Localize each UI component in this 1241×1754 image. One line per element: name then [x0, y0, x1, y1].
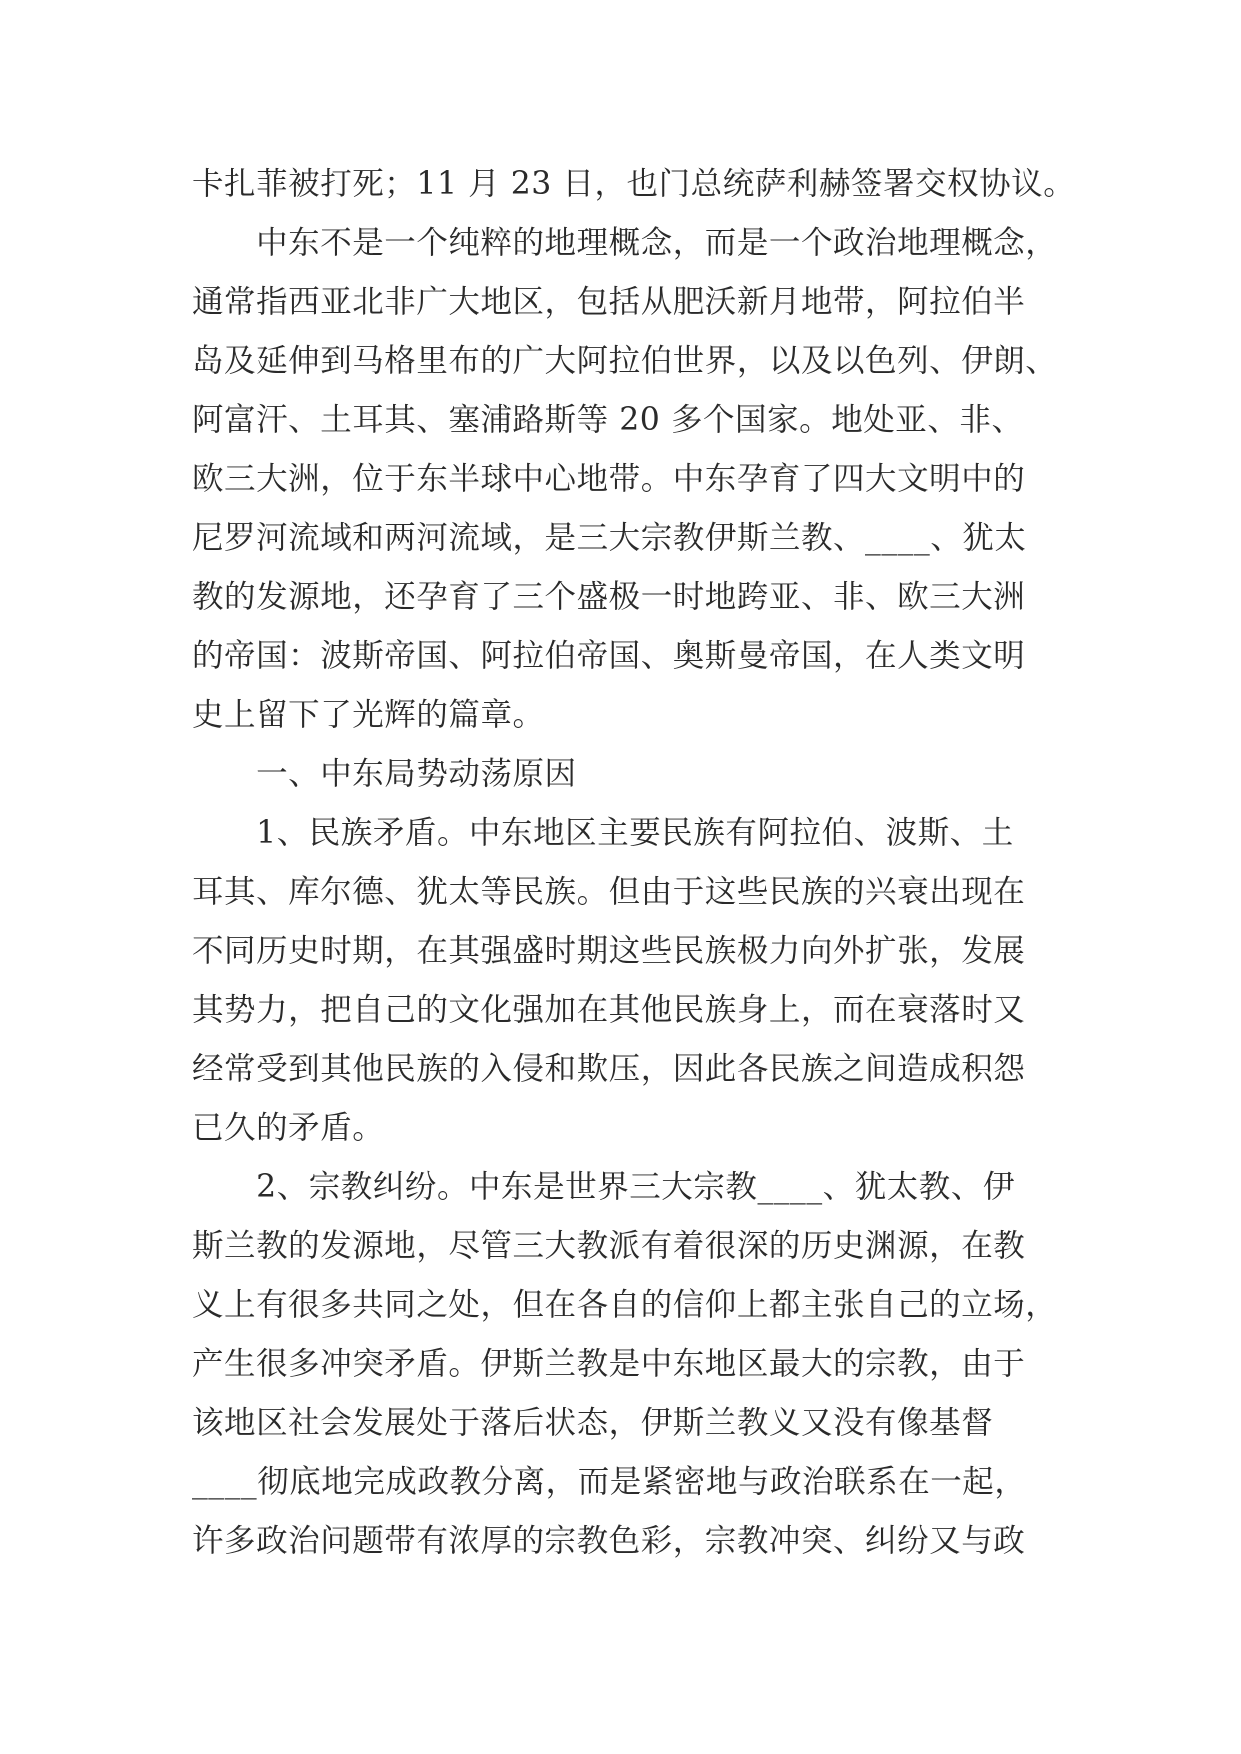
text-line: 阿富汗、土耳其、塞浦路斯等 20 多个国家。地处亚、非、 — [192, 402, 1024, 438]
text-line: 斯兰教的发源地，尽管三大教派有着很深的历史渊源，在教 — [192, 1228, 1026, 1264]
text-line: 其势力，把自己的文化强加在其他民族身上，而在衰落时又 — [192, 992, 1026, 1028]
text-line: 经常受到其他民族的入侵和欺压，因此各民族之间造成积怨 — [192, 1051, 1026, 1087]
section-heading: 一、中东局势动荡原因 — [192, 756, 577, 792]
text-line: 尼罗河流域和两河流域，是三大宗教伊斯兰教、____、犹太 — [192, 520, 1027, 556]
text-line: 教的发源地，还孕育了三个盛极一时地跨亚、非、欧三大洲 — [192, 579, 1026, 615]
text-line: 通常指西亚北非广大地区，包括从肥沃新月地带，阿拉伯半 — [192, 284, 1026, 320]
text-line: ____彻底地完成政教分离，而是紧密地与政治联系在一起， — [192, 1464, 1027, 1500]
text-line: 岛及延伸到马格里布的广大阿拉伯世界，以及以色列、伊朗、 — [192, 343, 1058, 379]
text-line: 2、宗教纠纷。中东是世界三大宗教____、犹太教、伊 — [192, 1169, 1015, 1205]
body-text — [192, 155, 1092, 1571]
text-line: 产生很多冲突矛盾。伊斯兰教是中东地区最大的宗教，由于 — [192, 1346, 1026, 1382]
text-line: 欧三大洲，位于东半球中心地带。中东孕育了四大文明中的 — [192, 461, 1026, 497]
text-line: 1、民族矛盾。中东地区主要民族有阿拉伯、波斯、土 — [192, 815, 1014, 851]
text-line: 卡扎菲被打死；11 月 23 日，也门总统萨利赫签署交权协议。 — [192, 166, 1076, 202]
text-line: 史上留下了光辉的篇章。 — [192, 697, 545, 733]
text-line: 该地区社会发展处于落后状态，伊斯兰教义又没有像基督 — [192, 1405, 994, 1441]
text-line: 已久的矛盾。 — [192, 1110, 385, 1146]
text-line: 中东不是一个纯粹的地理概念，而是一个政治地理概念， — [192, 225, 1058, 261]
text-line: 义上有很多共同之处，但在各自的信仰上都主张自己的立场， — [192, 1287, 1058, 1323]
text-line: 的帝国：波斯帝国、阿拉伯帝国、奥斯曼帝国，在人类文明 — [192, 638, 1026, 674]
text-line: 不同历史时期，在其强盛时期这些民族极力向外扩张，发展 — [192, 933, 1026, 969]
text-line: 耳其、库尔德、犹太等民族。但由于这些民族的兴衰出现在 — [192, 874, 1026, 910]
text-line: 许多政治问题带有浓厚的宗教色彩，宗教冲突、纠纷又与政 — [192, 1523, 1026, 1559]
